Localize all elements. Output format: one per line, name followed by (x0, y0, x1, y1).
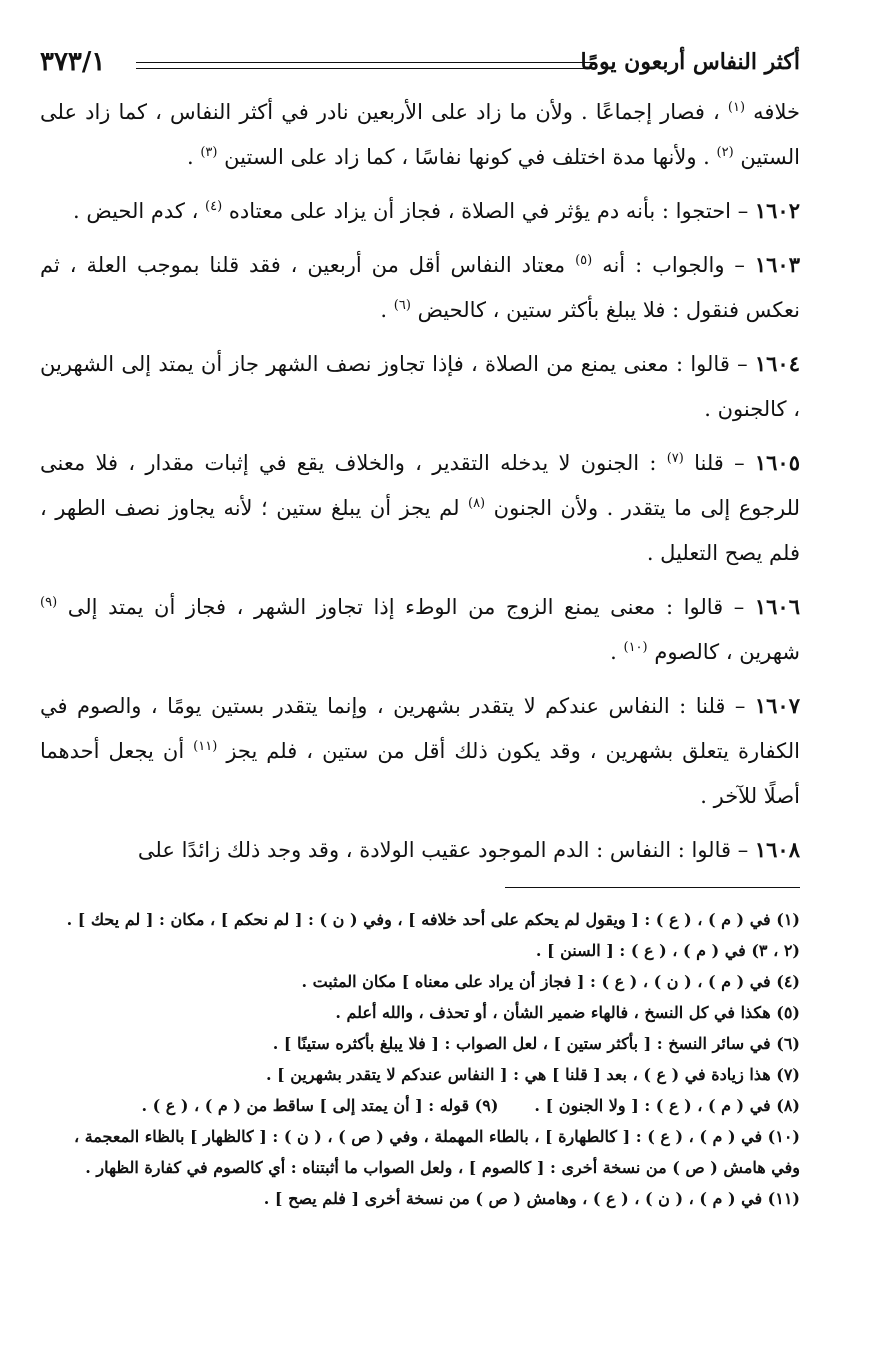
text-run: ، كدم الحيض . (73, 199, 206, 223)
footnote-2-3: (٢ ، ٣) في ( م ) ، ( ع ) : [ السنن ] . (535, 941, 800, 960)
page-number: ٣٧٣/١ (40, 47, 106, 77)
footnote-6: (٦) في سائر النسخ : [ بأكثر ستين ] ، لعل الصواب : [ فلا يبلغ بأكثره ستينًا ] . (272, 1034, 800, 1053)
footnote-7: (٧) هذا زيادة في ( ع ) ، بعد [ قلنا ] هي : [ النفاس عندكم لا يتقدر بشهرين ] . (265, 1065, 800, 1084)
footnote-8-9-line (40, 1090, 800, 1121)
text-run: – احتجوا : بأنه دم يؤثر في الصلاة ، فجاز أن يزاد على معتاده (228, 199, 755, 223)
paragraph-number: ١٦٠٦ (754, 594, 800, 619)
footnote-ref: (٥) (575, 253, 593, 268)
text-run: : الجنون لا يدخله التقدير ، والخلاف يقع في إثبات مقدار ، فلا معنى للرجوع إلى ما يتقدر . ولأن الجنون (40, 451, 800, 520)
footnote-ref: (٩) (40, 595, 58, 610)
footnote-ref: (٦) (393, 298, 411, 313)
paragraph-number: ١٦٠٧ (754, 693, 800, 718)
footnote-ref: (٢) (716, 145, 734, 160)
text-run: – قلنا (694, 451, 755, 475)
paragraph-number: ١٦٠٣ (754, 252, 800, 277)
text-run: شهرين ، كالصوم (654, 640, 800, 664)
footnote-11: (١١) في ( م ) ، ( ن ) ، ( ع ) ، وهامش ( ص ) من نسخة أخرى [ فلم يصح ] . (263, 1189, 800, 1208)
paragraph-1604 (40, 341, 800, 432)
footnote-ref: (٣) (200, 145, 218, 160)
paragraph-1602 (40, 188, 800, 234)
paragraph-1605 (40, 440, 800, 576)
running-title: أكثر النفاس أربعون يومًا (580, 49, 800, 75)
footnote-ref: (١١) (193, 739, 218, 754)
text-run: – قالوا : معنى يمنع الزوج من الوطء إذا تجاوز الشهر ، فجاز أن يمتد إلى (67, 595, 755, 619)
text-run: خلافه (753, 100, 800, 124)
footnote-ref: (٨) (467, 496, 486, 511)
main-text (40, 90, 800, 873)
footnote-separator (505, 887, 800, 888)
paragraph-1603 (40, 242, 800, 333)
paragraph-1608 (40, 827, 800, 873)
text-run: – والجواب : أنه (602, 253, 755, 277)
footnote-ref: (١) (727, 100, 746, 115)
paragraph-number: ١٦٠٢ (754, 198, 800, 223)
header-double-rule (136, 62, 595, 69)
footnote-ref: (١٠) (623, 640, 648, 655)
paragraph-1607 (40, 683, 800, 819)
paragraph-1606 (40, 584, 800, 675)
book-page (40, 40, 800, 1214)
text-run: – قالوا : النفاس : الدم الموجود عقيب الولادة ، وقد وجد ذلك زائدًا على (137, 838, 755, 862)
paragraph-number: ١٦٠٥ (754, 450, 800, 475)
text-run: لم يجز أن يبلغ ستين ؛ لأنه يجاوز نصف الطهر ، فلم يصح التعليل . (40, 496, 800, 565)
footnote-10: (١٠) في ( م ) ، ( ع ) : [ كالطهارة ] ، بالطاء المهملة ، وفي ( ص ) ، ( ن ) : [ كالظهار ] بالظاء المعجمة ، وفي هامش ( ص ) من نسخة أخرى : [ كالصوم ] ، ولعل الصواب ما أثبتناه : أي كالصوم في كفارة الظهار . (73, 1127, 800, 1177)
text-run: ، فصار إجماعًا . ولأن ما زاد على الأربعين نادر في أكثر النفاس ، كما زاد على الستين (40, 100, 800, 169)
footnote-8: (٨) في ( م ) ، ( ع ) : [ ولا الجنون ] . (534, 1096, 800, 1115)
paragraph-continuation (40, 90, 800, 180)
footnotes (40, 904, 800, 1214)
text-run: – قالوا : معنى يمنع من الصلاة ، فإذا تجاوز نصف الشهر جاز أن يمتد إلى الشهرين ، كالجنون . (40, 352, 800, 421)
paragraph-number: ١٦٠٨ (754, 837, 800, 862)
text-run: أن يجعل أحدهما أصلًا للآخر . (40, 739, 800, 808)
text-run: . (380, 298, 394, 322)
text-run: . ولأنها مدة اختلف في كونها نفاسًا ، كما زاد على الستين (224, 145, 717, 169)
text-run: . (610, 640, 624, 664)
text-run: – قلنا : النفاس عندكم لا يتقدر بشهرين ، وإنما يتقدر بستين يومًا ، والصوم في الكفارة يتعلق بشهرين ، وقد يكون ذلك أقل من ستين ، فلم يجز (40, 694, 800, 763)
footnote-4: (٤) في ( م ) ، ( ن ) ، ( ع ) : [ فجاز أن يراد على معناه ] مكان المثبت . (301, 972, 800, 991)
footnote-5: (٥) هكذا في كل النسخ ، فالهاء ضمير الشأن ، أو تحذف ، والله أعلم . (335, 1003, 800, 1022)
text-run: معتاد النفاس أقل من أربعين ، فقد قلنا بموجب العلة ، ثم نعكس فنقول : فلا يبلغ بأكثر ستين ، كالحيض (40, 253, 800, 322)
footnote-ref: (٧) (666, 451, 684, 466)
paragraph-number: ١٦٠٤ (754, 351, 800, 376)
footnote-9: (٩) قوله : [ أن يمتد إلى ] ساقط من ( م ) ، ( ع ) . (141, 1096, 499, 1115)
text-run: . (186, 145, 201, 169)
footnote-ref: (٤) (205, 199, 223, 214)
page-header (40, 40, 800, 90)
footnote-1: (١) في ( م ) ، ( ع ) : [ ويقول لم يحكم على أحد خلافه ] ، وفي ( ن ) : [ لم نحكم ] ، مكان : [ لم يحك ] . (66, 910, 800, 929)
